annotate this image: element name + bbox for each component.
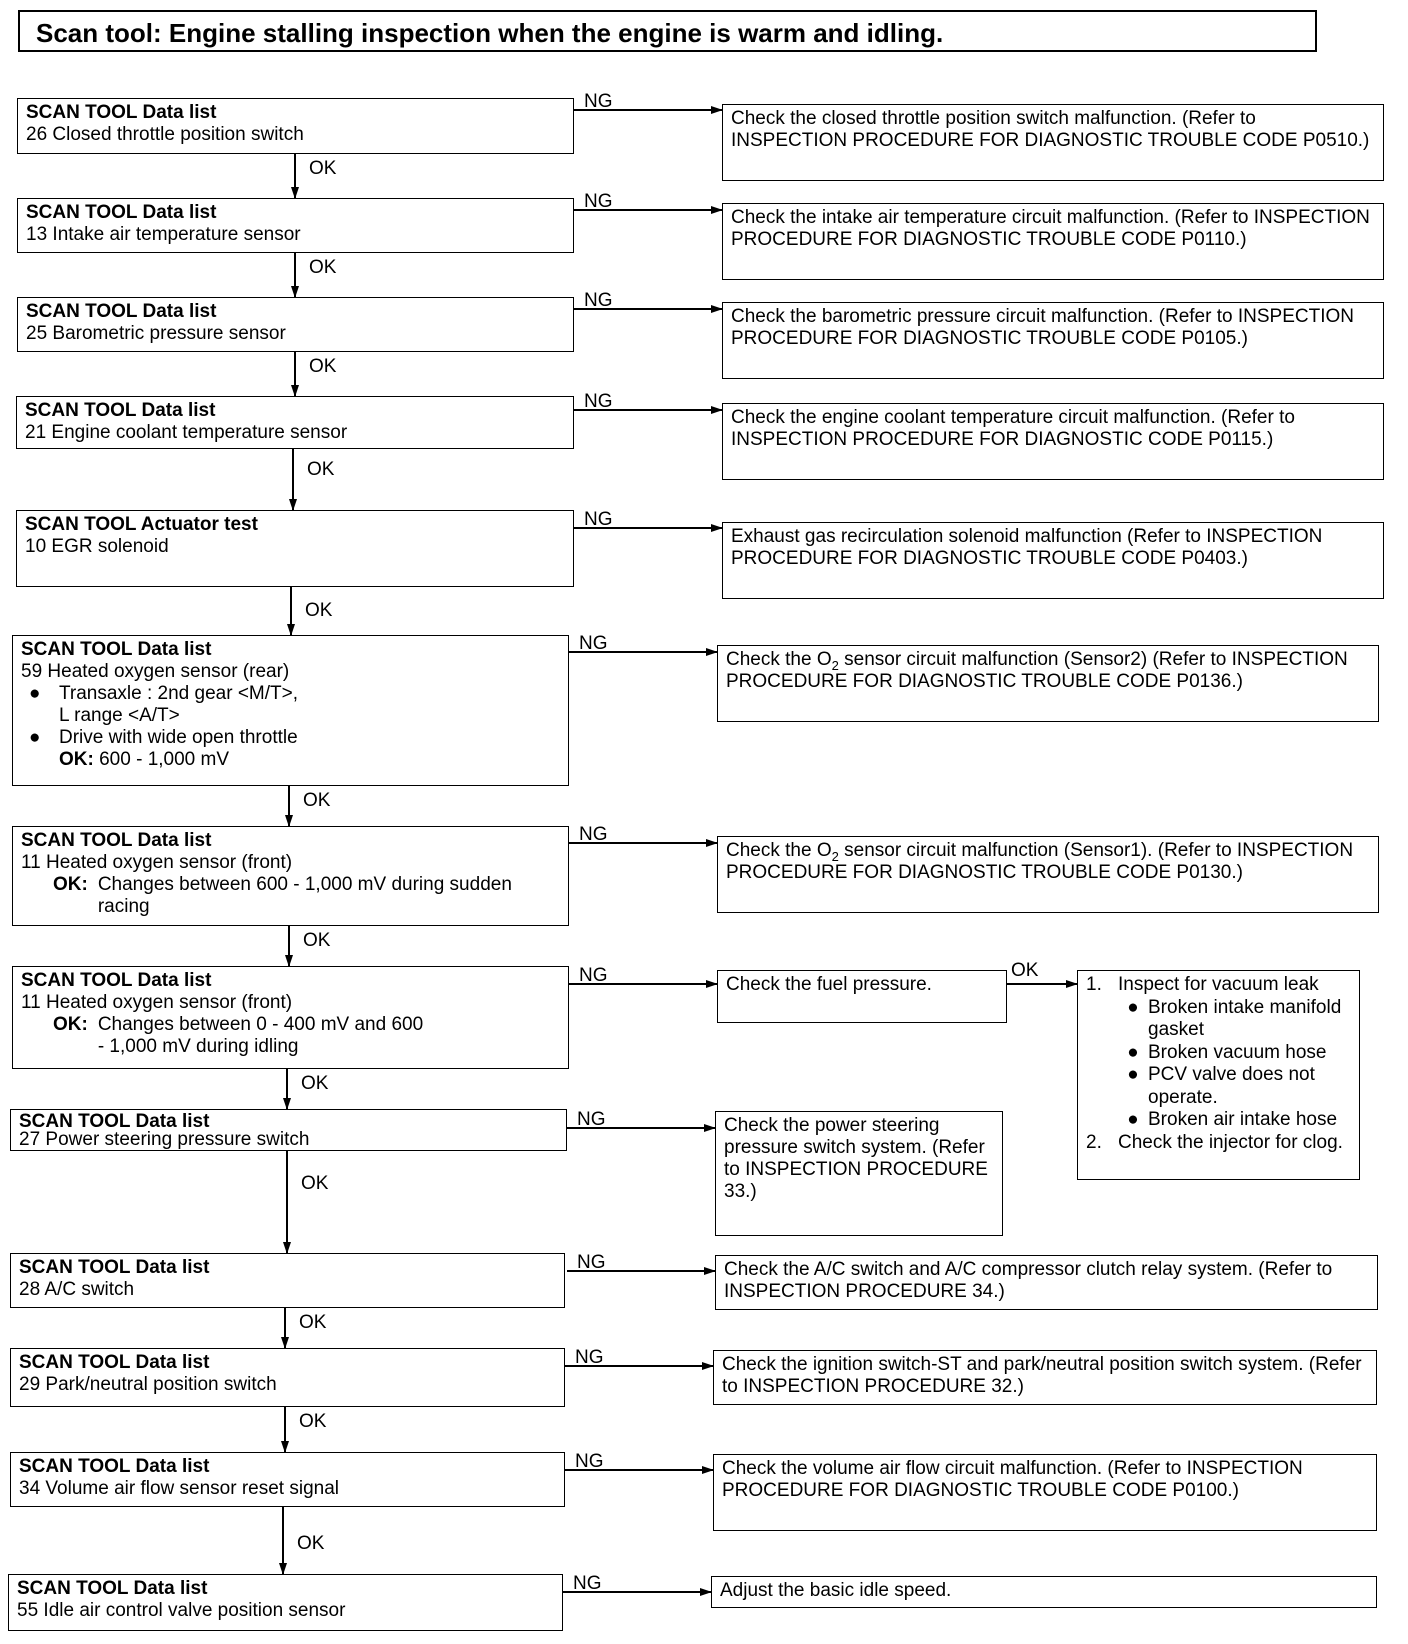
- result-text: Check the $O_2$ sensor circuit malfunction (Sensor2) (Refer to INSPECTION PROCEDURE FOR DIAGNOSTIC TROUBLE CODE P0136.): [726, 649, 1348, 692]
- result-3-box: [722, 302, 1384, 379]
- step-item: 11 Heated oxygen sensor (front): [21, 992, 293, 1013]
- step-item: 26 Closed throttle position switch: [26, 124, 304, 145]
- ok-label: OK: [307, 459, 335, 480]
- ok-criteria: OK: 600 - 1,000 mV: [59, 749, 230, 770]
- step-12-box: [10, 1452, 565, 1507]
- step-heading: SCAN TOOL Data list: [26, 102, 217, 123]
- ng-label: NG: [573, 1573, 602, 1594]
- step-heading: SCAN TOOL Data list: [21, 830, 212, 851]
- step-heading: SCAN TOOL Data list: [26, 301, 217, 322]
- result-6-box: [717, 645, 1379, 722]
- step-item: 25 Barometric pressure sensor: [26, 323, 286, 344]
- bullet-icon: ●: [29, 727, 41, 748]
- step-item: 27 Power steering pressure switch: [19, 1129, 310, 1150]
- step-6-box: [12, 635, 569, 786]
- result-11-box: [713, 1350, 1377, 1405]
- result-text: Check the A/C switch and A/C compressor clutch relay system. (Refer to INSPECTION PROCEDURE 34.): [724, 1259, 1333, 1302]
- step-4-box: [16, 396, 574, 449]
- step-heading: SCAN TOOL Data list: [19, 1456, 210, 1477]
- ok-label: OK: [303, 930, 331, 951]
- step-heading: SCAN TOOL Data list: [21, 970, 212, 991]
- result-13-box: [711, 1576, 1377, 1608]
- result-12-box: [713, 1454, 1377, 1531]
- step-heading: SCAN TOOL Actuator test: [25, 514, 258, 535]
- ng-label: NG: [575, 1451, 604, 1472]
- ng-label: NG: [579, 824, 608, 845]
- result-text: Check the volume air flow circuit malfunction. (Refer to INSPECTION PROCEDURE FOR DIAGNOSTIC TROUBLE CODE P0100.): [722, 1458, 1303, 1501]
- ng-label: NG: [579, 633, 608, 654]
- step-item: 10 EGR solenoid: [25, 536, 169, 557]
- result-5-box: [722, 522, 1384, 599]
- result-text: Exhaust gas recirculation solenoid malfunction (Refer to INSPECTION PROCEDURE FOR DIAGNOSTIC TROUBLE CODE P0403.): [731, 526, 1323, 569]
- step-item: 55 Idle air control valve position sensor: [17, 1600, 346, 1621]
- ok-label: OK: [309, 356, 337, 377]
- step-item: 59 Heated oxygen sensor (rear): [21, 661, 290, 682]
- bullet-icon: ●: [1127, 996, 1139, 1018]
- step-11-box: [10, 1348, 565, 1407]
- step-heading: SCAN TOOL Data list: [26, 202, 217, 223]
- result-1-box: [722, 104, 1384, 181]
- step-item: 28 A/C switch: [19, 1279, 135, 1300]
- ok-label: OK: [309, 257, 337, 278]
- ng-label: NG: [584, 509, 613, 530]
- bullet-icon: ●: [1127, 1064, 1139, 1085]
- ng-label: NG: [577, 1252, 606, 1273]
- ok-label: OK: [301, 1073, 329, 1094]
- step-item: 13 Intake air temperature sensor: [26, 224, 301, 245]
- ng-label: NG: [584, 91, 613, 112]
- condition-1: ● Transaxle : 2nd gear <M/T>,: [29, 683, 299, 704]
- cause-2: ● Broken vacuum hose: [1086, 1042, 1351, 1065]
- result-text: Check the power steering pressure switch system. (Refer to INSPECTION PROCEDURE 33.): [724, 1115, 988, 1202]
- ok-criteria: OK: Changes between 0 - 400 mV and 600 - 1,000 mV during idling: [53, 1014, 424, 1057]
- bullet-icon: ●: [1127, 1109, 1139, 1130]
- result-text: Check the closed throttle position switch malfunction. (Refer to INSPECTION PROCEDURE FOR DIAGNOSTIC TROUBLE CODE P0510.): [731, 108, 1370, 151]
- ok-label: OK: [301, 1173, 329, 1194]
- result-text: Check the engine coolant temperature circuit malfunction. (Refer to INSPECTION PROCEDURE FOR DIAGNOSTIC CODE P0115.): [731, 407, 1295, 450]
- result-text: Check the ignition switch-ST and park/neutral position switch system. (Refer to INSPECTION PROCEDURE 32.): [722, 1354, 1362, 1397]
- cause-3: ● PCV valve does not operate.: [1086, 1064, 1351, 1109]
- step-heading: SCAN TOOL Data list: [25, 400, 216, 421]
- ok-label: OK: [299, 1312, 327, 1333]
- step-3-box: [17, 297, 574, 352]
- step-9-box: [10, 1109, 567, 1151]
- step-8-box: [12, 966, 569, 1069]
- ok-label: OK: [1011, 960, 1039, 981]
- step-5-box: [16, 510, 574, 587]
- step-item: 11 Heated oxygen sensor (front): [21, 852, 293, 873]
- ng-label: NG: [584, 290, 613, 311]
- bullet-icon: ●: [1127, 1041, 1139, 1063]
- ng-label: NG: [577, 1109, 606, 1130]
- step-item: 29 Park/neutral position switch: [19, 1374, 277, 1395]
- condition-1-cont: L range <A/T>: [59, 705, 180, 726]
- ok-label: OK: [297, 1533, 325, 1554]
- result-text: Check the $O_2$ sensor circuit malfunction (Sensor1). (Refer to INSPECTION PROCEDURE FOR DIAGNOSTIC TROUBLE CODE P0130.): [726, 840, 1354, 883]
- ok-label: OK: [305, 600, 333, 621]
- step-heading: SCAN TOOL Data list: [19, 1111, 210, 1132]
- result-text: Check the fuel pressure.: [726, 974, 932, 995]
- condition-2: ● Drive with wide open throttle: [29, 727, 298, 748]
- result-7-box: [717, 836, 1379, 913]
- step-heading: SCAN TOOL Data list: [17, 1578, 208, 1599]
- ok-label: OK: [303, 790, 331, 811]
- result-text: Check the barometric pressure circuit malfunction. (Refer to INSPECTION PROCEDURE FOR DIAGNOSTIC TROUBLE CODE P0105.): [731, 306, 1354, 349]
- ng-label: NG: [584, 191, 613, 212]
- step-13-box: [8, 1574, 563, 1631]
- result-text: Adjust the basic idle speed.: [720, 1580, 952, 1601]
- step-heading: SCAN TOOL Data list: [21, 639, 212, 660]
- vacuum-leak-box: [1077, 970, 1360, 1180]
- step-item: 34 Volume air flow sensor reset signal: [19, 1478, 339, 1499]
- ng-label: NG: [575, 1347, 604, 1368]
- step-heading: SCAN TOOL Data list: [19, 1352, 210, 1373]
- result-8-box: [717, 970, 1007, 1023]
- cause-1: ● Broken intake manifold gasket: [1086, 997, 1351, 1042]
- result-4-box: [722, 403, 1384, 480]
- step-2-box: [17, 198, 574, 253]
- action-1: 1. Inspect for vacuum leak: [1086, 974, 1319, 995]
- step-7-box: [12, 826, 569, 926]
- step-1-box: [17, 98, 574, 154]
- step-10-box: [10, 1253, 565, 1308]
- step-heading: SCAN TOOL Data list: [19, 1257, 210, 1278]
- ok-label: OK: [299, 1411, 327, 1432]
- ok-criteria: OK: Changes between 600 - 1,000 mV during sudden racing: [53, 874, 512, 917]
- step-item: 21 Engine coolant temperature sensor: [25, 422, 348, 443]
- result-9-box: [715, 1111, 1003, 1236]
- title-text: Scan tool: Engine stalling inspection when the engine is warm and idling.: [36, 18, 944, 48]
- action-2: 2. Check the injector for clog.: [1086, 1131, 1343, 1153]
- result-2-box: [722, 203, 1384, 280]
- ng-label: NG: [584, 391, 613, 412]
- result-10-box: [715, 1255, 1378, 1310]
- ng-label: NG: [579, 965, 608, 986]
- cause-4: ● Broken air intake hose: [1086, 1109, 1351, 1132]
- result-text: Check the intake air temperature circuit malfunction. (Refer to INSPECTION PROCEDURE FOR DIAGNOSTIC TROUBLE CODE P0110.): [731, 207, 1370, 250]
- ok-label: OK: [309, 158, 337, 179]
- bullet-icon: ●: [29, 683, 41, 704]
